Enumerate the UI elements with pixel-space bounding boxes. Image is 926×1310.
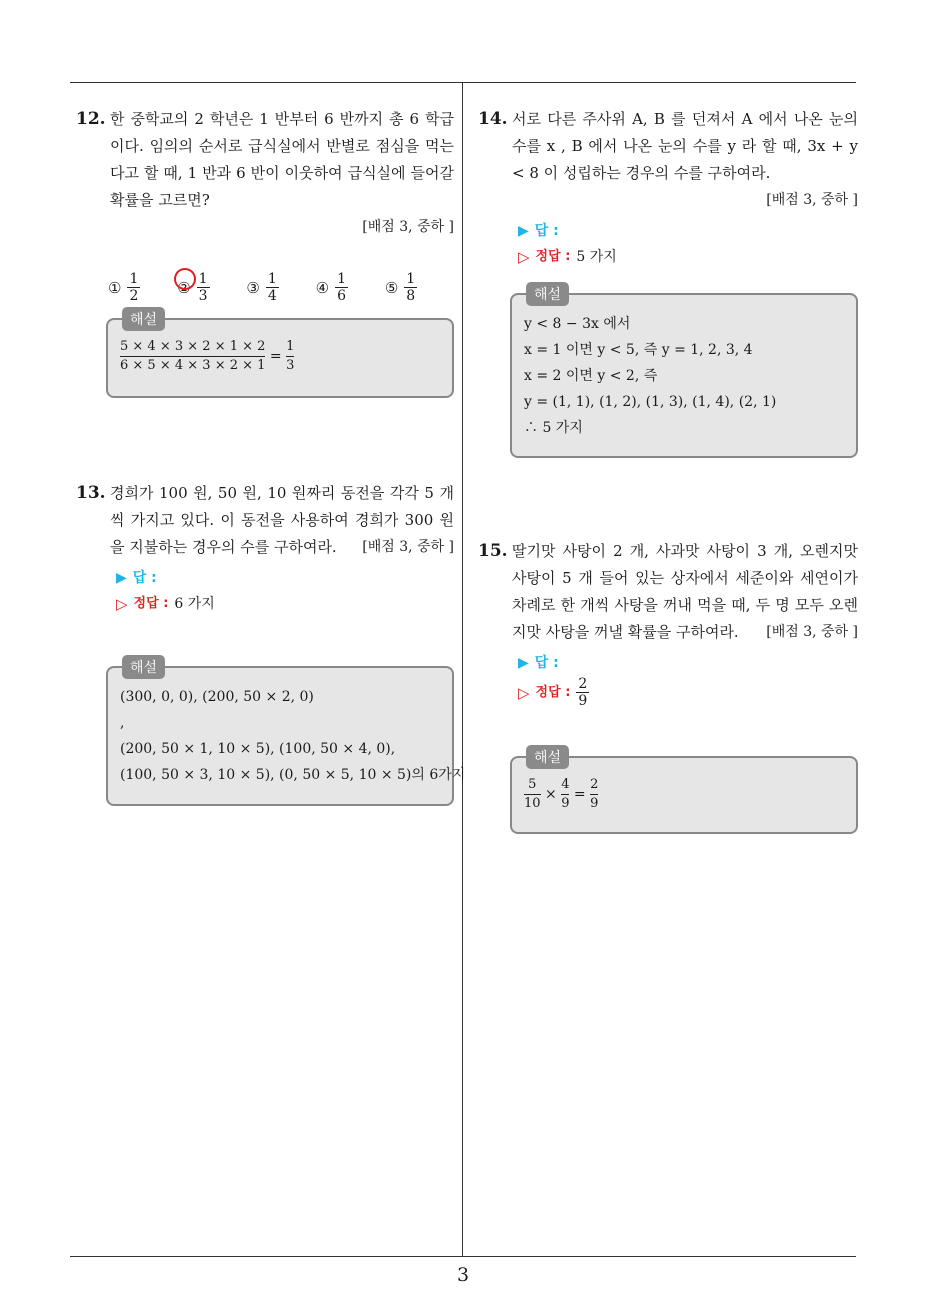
denominator: 3	[198, 288, 208, 304]
play-icon: ▶	[518, 223, 529, 239]
numerator: 1	[267, 271, 277, 287]
denominator: 9	[561, 796, 570, 811]
fraction-b	[561, 776, 569, 813]
choice-list	[108, 271, 454, 304]
solution-line: (100, 50 × 3, 10 × 5), (0, 50 × 5, 10 × 5)의 6가지	[120, 767, 466, 783]
correct-answer-line	[116, 591, 454, 617]
choice-fraction	[266, 271, 279, 304]
answer-line	[518, 650, 858, 676]
choice-2[interactable]	[177, 271, 246, 304]
correct-answer-line	[518, 244, 858, 270]
correct-answer-line	[518, 676, 858, 709]
correct-label: 정답 :	[535, 684, 571, 700]
solution-box-14	[510, 287, 858, 458]
problem-12	[76, 106, 454, 304]
solution-line: x = 2 이면 y < 2, 즉	[524, 368, 658, 384]
denominator: 9	[590, 796, 599, 811]
solution-line: y < 8 − 3x 에서	[524, 316, 631, 332]
solution-line	[524, 776, 844, 813]
problem-meta: [배점 3, 중하 ]	[362, 219, 454, 235]
denominator: 6	[337, 288, 346, 304]
solution-tag: 해설	[526, 282, 569, 306]
answer-label: 답 :	[132, 570, 157, 586]
solution-box-12	[106, 312, 454, 398]
correct-fraction	[576, 676, 589, 709]
problem-13	[76, 480, 454, 617]
solution-tag: 해설	[122, 307, 165, 331]
equals-sign: =	[573, 786, 586, 803]
numerator: 1	[406, 271, 416, 287]
choice-mark: ③	[246, 278, 260, 297]
numerator: 4	[561, 777, 570, 792]
numerator: 1	[198, 271, 208, 287]
problem-text	[512, 106, 858, 214]
numerator: 1	[129, 271, 139, 287]
problem-number: 13.	[76, 483, 106, 503]
numerator: 2	[590, 777, 599, 792]
answer-label: 답 :	[534, 655, 559, 671]
problem-number: 15.	[478, 541, 508, 561]
play-icon: ▶	[116, 570, 127, 586]
denominator: 2	[129, 288, 139, 304]
solution-line: x = 1 이면 y < 5, 즉 y = 1, 2, 3, 4	[524, 342, 753, 358]
solution-tag: 해설	[122, 655, 165, 679]
correct-label: 정답 :	[133, 596, 169, 611]
solution-line: ,	[120, 715, 125, 731]
solution-box-15	[510, 750, 858, 834]
choice-mark: ④	[315, 278, 330, 297]
problem-14	[478, 106, 858, 270]
choice-fraction	[404, 271, 417, 304]
column-divider	[462, 82, 463, 1256]
numerator: 5 × 4 × 3 × 2 × 1 × 2	[120, 339, 266, 354]
top-rule	[70, 82, 856, 83]
problem-body: 서로 다른 주사위 A, B 를 던져서 A 에서 나온 눈의 수를 x , B 에서 나온 눈의 수를 y 라 할 때, 3x + y < 8 이 성립하는 경우의 수를 구하여라.	[512, 110, 858, 182]
choice-fraction	[127, 271, 140, 304]
numerator: 1	[337, 271, 346, 287]
solution-line: (300, 0, 0), (200, 50 × 2, 0)	[120, 689, 314, 705]
solution-box-13	[106, 660, 466, 806]
numerator: 1	[286, 339, 295, 354]
problem-meta: [배점 3, 중하 ]	[362, 539, 454, 555]
solution-line: y = (1, 1), (1, 2), (1, 3), (1, 4), (2, 1)	[524, 394, 777, 410]
denominator: 10	[524, 796, 541, 811]
solution-tag: 해설	[526, 745, 569, 769]
choice-mark: ⑤	[384, 278, 399, 297]
page-number: 3	[456, 1264, 470, 1286]
denominator: 6 × 5 × 4 × 3 × 2 × 1	[120, 358, 266, 373]
problem-body: 딸기맛 사탕이 2 개, 사과맛 사탕이 3 개, 오렌지맛 사탕이 5 개 들어 있는 상자에서 세준이와 세연이가 차례로 한 개씩 사탕을 꺼내 먹을 때, 두 명 모두 오렌지맛 사탕을 꺼낼 확률을 구하여라.	[512, 542, 858, 641]
outline-triangle-icon: ▷	[518, 248, 530, 266]
times-sign: ×	[545, 786, 557, 803]
problem-number: 14.	[478, 109, 508, 129]
outline-triangle-icon: ▷	[518, 683, 530, 702]
solution-line: ∴ 5 가지	[524, 420, 583, 436]
choice-5[interactable]	[385, 271, 454, 304]
result-fraction	[590, 776, 598, 813]
problem-text	[512, 538, 858, 646]
problem-body: 한 중학교의 2 학년은 1 반부터 6 반까지 총 6 학급이다. 임의의 순서로 급식실에서 반별로 점심을 먹는다고 할 때, 1 반과 6 반이 이웃하여 급식실에 들어갈 확률을 고르면?	[110, 110, 454, 209]
choice-3[interactable]	[246, 271, 315, 304]
problem-number: 12.	[76, 109, 106, 129]
problem-text	[110, 480, 454, 561]
numerator: 5	[528, 777, 537, 792]
choice-mark: ①	[108, 278, 122, 297]
numerator: 2	[578, 676, 588, 692]
problem-meta: [배점 3, 중하 ]	[766, 624, 858, 640]
answer-line	[116, 565, 454, 591]
denominator: 4	[267, 288, 277, 304]
choice-fraction	[335, 271, 348, 304]
play-icon: ▶	[518, 655, 529, 671]
solution-line	[120, 338, 440, 375]
denominator: 9	[578, 693, 588, 709]
problem-text	[110, 106, 454, 241]
fraction-a	[524, 776, 541, 813]
correct-value: 5 가지	[576, 249, 617, 265]
choice-mark: ②	[177, 278, 191, 297]
equals-sign: =	[269, 348, 282, 365]
solution-fraction	[120, 338, 265, 375]
denominator: 8	[406, 288, 416, 304]
answer-label: 답 :	[534, 223, 559, 239]
bottom-rule	[70, 1256, 856, 1257]
correct-value: 6 가지	[174, 596, 215, 612]
solution-line: (200, 50 × 1, 10 × 5), (100, 50 × 4, 0),	[120, 741, 396, 757]
choice-4[interactable]	[316, 271, 385, 304]
outline-triangle-icon: ▷	[116, 595, 128, 613]
correct-label: 정답 :	[535, 249, 571, 264]
choice-1[interactable]	[108, 271, 177, 304]
problem-body: 경희가 100 원, 50 원, 10 원짜리 동전을 각각 5 개씩 가지고 있다. 이 동전을 사용하여 경희가 300 원을 지불하는 경우의 수를 구하여라.	[110, 484, 454, 556]
answer-line	[518, 218, 858, 244]
problem-meta: [배점 3, 중하 ]	[766, 192, 858, 208]
denominator: 3	[286, 358, 295, 373]
choice-fraction	[197, 271, 210, 304]
problem-15	[478, 538, 858, 709]
result-fraction	[286, 338, 294, 375]
